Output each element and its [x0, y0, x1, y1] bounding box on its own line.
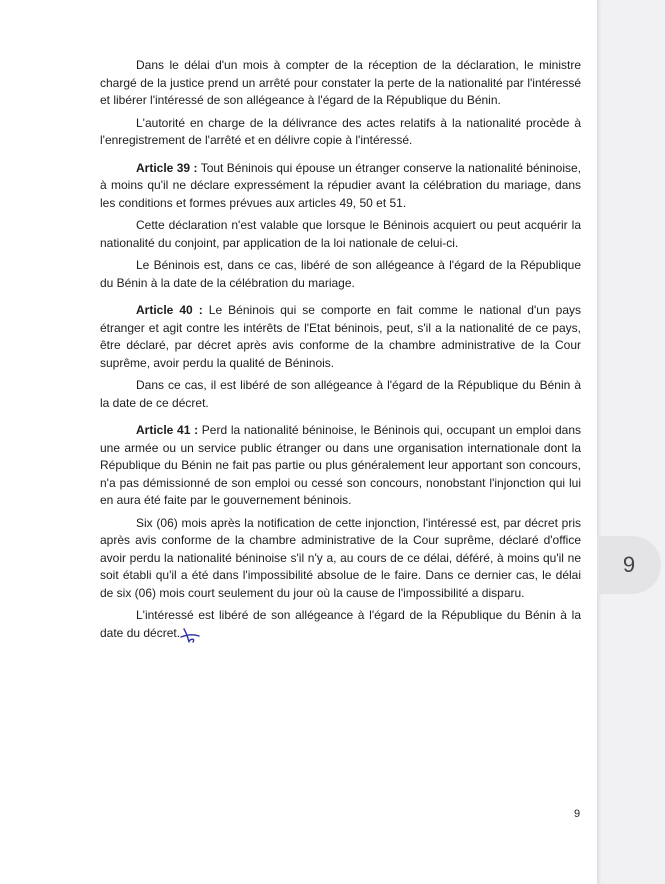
article-41 — [100, 422, 581, 510]
article-41-label: Article 41 : — [136, 423, 199, 437]
paragraph-5: Le Béninois est, dans ce cas, libéré de son allégeance à l'égard de la République du Bénin à la date de la célébration du mariage. — [100, 258, 581, 290]
viewer-side-panel — [597, 0, 665, 884]
article-40-text: Le Béninois qui se comporte en fait comme le national d'un pays étranger et agit contre les intérêts de l'Etat béninois, peut, s'il a la nationalité de ce pays, être déclaré, par décret après avis conforme de la chambre administrative de la Cour suprême, avoir perdu la qualité de Béninois. — [100, 303, 582, 370]
page-number: 9 — [574, 808, 581, 820]
article-39 — [100, 160, 581, 213]
article-39-label: Article 39 : — [136, 160, 198, 175]
paragraph-4: Cette déclaration n'est valable que lorsque le Béninois acquiert ou peut acquérir la nationalité du conjoint, par application de la loi nationale de celui-ci. — [100, 218, 581, 250]
page-indicator-label: 9 — [622, 552, 636, 577]
article-39-text: Tout Béninois qui épouse un étranger conserve la nationalité béninoise, à moins qu'il ne déclare expressément la répudier avant la célébration du mariage, dans les conditions et formes prévues aux articles 49, 50 et 51. — [100, 160, 581, 210]
article-41-text: Perd la nationalité béninoise, le Béninois qui, occupant un emploi dans une armée ou un service public étranger ou dans une organisation internationale dont la République du Bénin ne fait pas partie ou plus généralement leur apportant son concours, n'a pas démissionné de son emploi ou cessé son concours, nonobstant l'injonction qui lui en aura été faite par le gouvernement béninois. — [100, 423, 582, 507]
signature-initial-icon — [180, 625, 202, 645]
article-40 — [100, 302, 581, 372]
paragraph-10 — [100, 607, 581, 645]
paragraph-7: Dans ce cas, il est libéré de son allégeance à l'égard de la République du Bénin à la date de ce décret. — [100, 378, 581, 410]
paragraph-10-text: L'intéressé est libéré de son allégeance à l'égard de la République du Bénin à la date du décret. — [100, 608, 581, 640]
article-40-label: Article 40 : — [136, 303, 203, 317]
page-indicator-tab[interactable] — [597, 536, 661, 594]
paragraph-9: Six (06) mois après la notification de cette injonction, l'intéressé est, par décret pris après avis conforme de la chambre administrative de la Cour suprême, déclaré d'office avoir perdu la nationalité béninoise s'il n'y a, au cours de ce délai, déféré, à moins qu'il ne soit établi qu'il a été dans l'impossibilité absolue de le faire. Dans ce dernier cas, le délai de six (06) mois court seulement du jour où la cause de l'impossibilité a disparu. — [100, 515, 581, 600]
paragraph-1: Dans le délai d'un mois à compter de la réception de la déclaration, le ministre chargé de la justice prend un arrêté pour constater la perte de la nationalité par l'intéressé et libérer l'intéressé de son allégeance à l'égard de la République du Bénin. — [100, 58, 581, 107]
paragraph-2: L'autorité en charge de la délivrance des actes relatifs à la nationalité procède à l'enregistrement de l'arrêté et en délivre copie à l'intéressé. — [100, 115, 581, 147]
document-body — [100, 57, 581, 645]
